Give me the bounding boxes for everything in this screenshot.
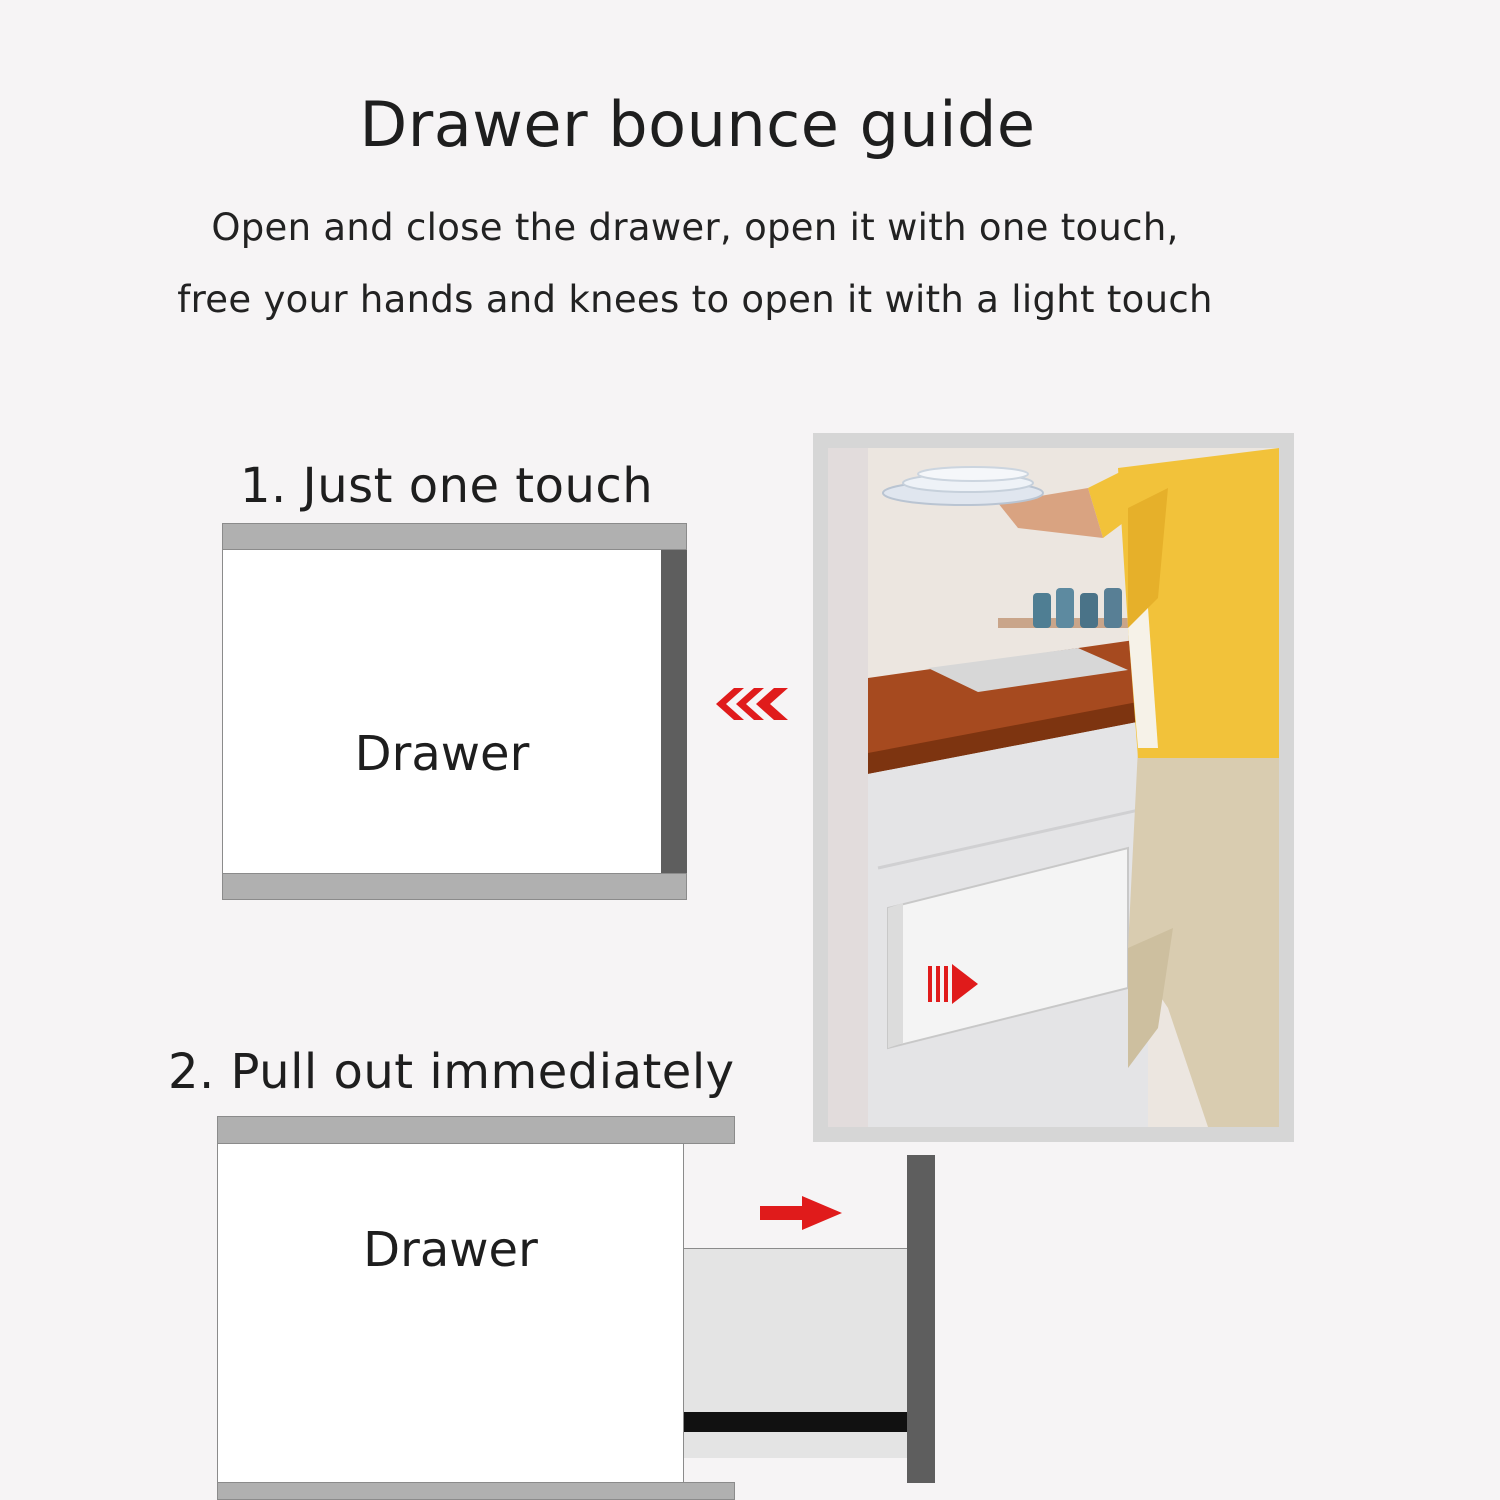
bottom-rail [217, 1482, 735, 1500]
drawer-box [222, 550, 661, 873]
drawer-slide-rail [684, 1412, 907, 1432]
subtitle-line-2: free your hands and knees to open it with a light touch [177, 278, 1213, 321]
cabinet-box [217, 1144, 684, 1482]
step-2-label: 2. Pull out immediately [168, 1044, 735, 1100]
push-arrows-icon [712, 686, 792, 722]
pull-arrow-icon [758, 1194, 844, 1232]
kitchen-photo-frame [813, 433, 1294, 1142]
bottom-rail [222, 873, 687, 900]
subtitle-line-1: Open and close the drawer, open it with one touch, [211, 206, 1179, 249]
drawer-front-panel [661, 550, 687, 873]
step-1-label: 1. Just one touch [240, 458, 654, 514]
page-title: Drawer bounce guide [359, 88, 1036, 161]
drawer-front-panel [907, 1155, 935, 1483]
kitchen-photo [828, 448, 1279, 1127]
drawer-label: Drawer [354, 726, 530, 782]
top-rail [222, 523, 687, 550]
drawer-label: Drawer [363, 1222, 538, 1278]
top-rail [217, 1116, 735, 1144]
